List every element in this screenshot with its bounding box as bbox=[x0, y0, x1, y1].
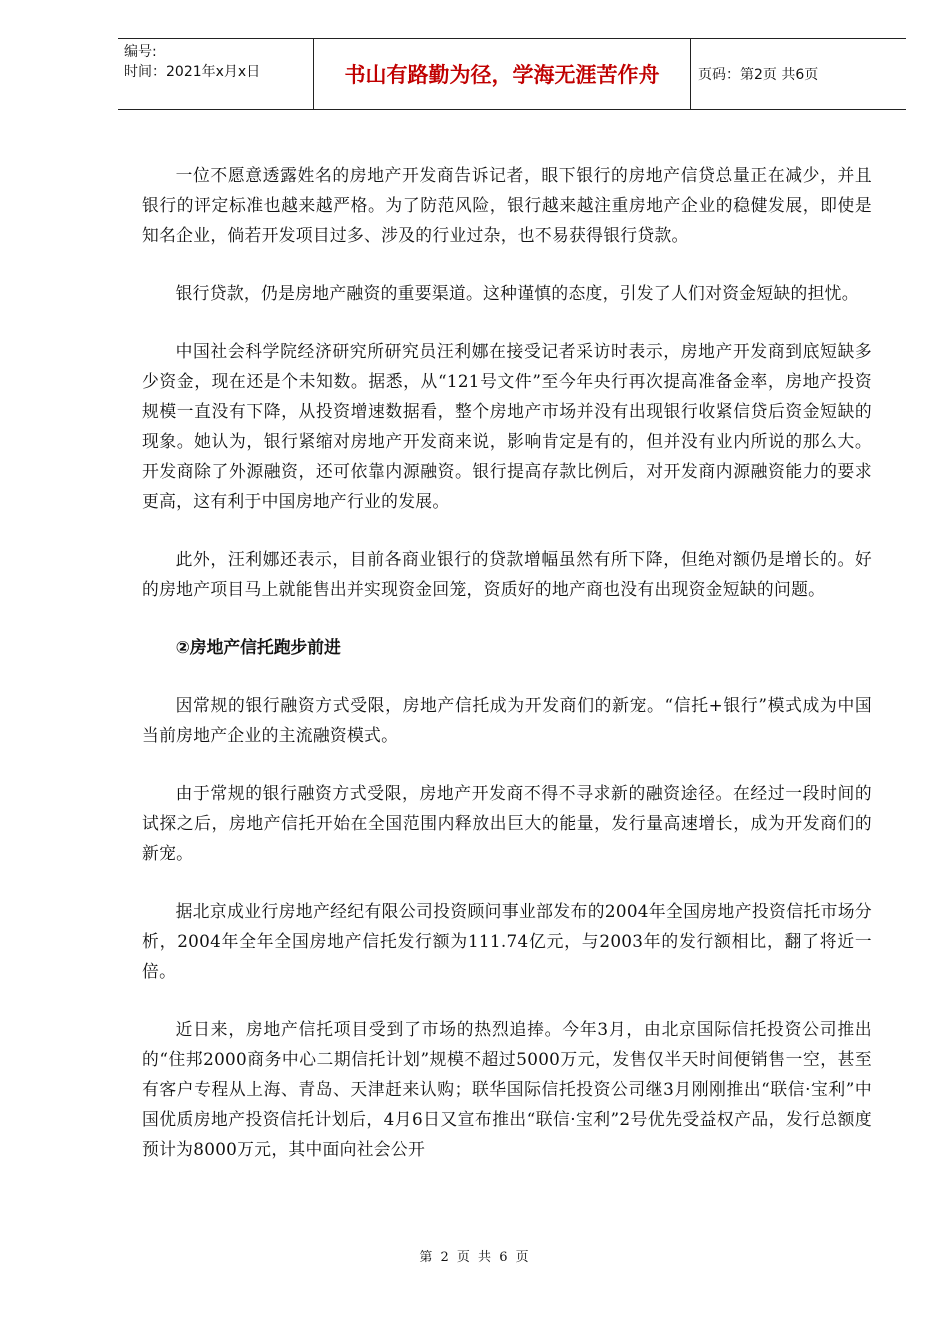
document-body bbox=[142, 160, 872, 1192]
number-label: 编号: bbox=[124, 44, 157, 60]
header-motto: 书山有路勤为径，学海无涯苦作舟 bbox=[314, 39, 691, 109]
paragraph: 据北京成业行房地产经纪有限公司投资顾问事业部发布的2004年全国房地产投资信托市场分析，2004年全年全国房地产信托发行额为111.74亿元，与2003年的发行额相比，翻了将近一倍。 bbox=[142, 901, 872, 981]
time-label: 时间：2021年x月x日 bbox=[124, 64, 261, 80]
paragraph: 银行贷款，仍是房地产融资的重要渠道。这种谨慎的态度，引发了人们对资金短缺的担忧。 bbox=[175, 283, 859, 303]
header-meta bbox=[118, 39, 314, 109]
page-footer: 第 2 页 共 6 页 bbox=[419, 1250, 531, 1265]
paragraph: 由于常规的银行融资方式受限，房地产开发商不得不寻求新的融资途径。在经过一段时间的试探之后，房地产信托开始在全国范围内释放出巨大的能量，发行量高速增长，成为开发商们的新宠。 bbox=[142, 783, 872, 863]
header-page-info: 页码：第2页 共6页 bbox=[698, 67, 819, 83]
section-heading: ②房地产信托跑步前进 bbox=[175, 637, 341, 657]
paragraph: 此外，汪利娜还表示，目前各商业银行的贷款增幅虽然有所下降，但绝对额仍是增长的。好的房地产项目马上就能售出并实现资金回笼，资质好的地产商也没有出现资金短缺的问题。 bbox=[142, 549, 872, 599]
paragraph: 因常规的银行融资方式受限，房地产信托成为开发商们的新宠。“信托+银行”模式成为中国当前房地产企业的主流融资模式。 bbox=[142, 695, 872, 745]
paragraph: 中国社会科学院经济研究所研究员汪利娜在接受记者采访时表示，房地产开发商到底短缺多少资金，现在还是个未知数。据悉，从“121号文件”至今年央行再次提高准备金率，房地产投资规模一直没有下降，从投资增速数据看，整个房地产市场并没有出现银行收紧信贷后资金短缺的现象。她认为，银行紧缩对房地产开发商来说，影响肯定是有的，但并没有业内所说的那么大。开发商除了外源融资，还可依靠内源融资。银行提高存款比例后，对开发商内源融资能力的要求更高，这有利于中国房地产行业的发展。 bbox=[142, 341, 872, 511]
paragraph: 近日来，房地产信托项目受到了市场的热烈追捧。今年3月，由北京国际信托投资公司推出的“住邦2000商务中心二期信托计划”规模不超过5000万元，发售仅半天时间便销售一空，甚至有客户专程从上海、青岛、天津赶来认购；联华国际信托投资公司继3月刚刚推出“联信·宝利”中国优质房地产投资信托计划后，4月6日又宣布推出“联信·宝利”2号优先受益权产品，发行总额度预计为8000万元，其中面向社会公开 bbox=[142, 1019, 872, 1159]
page-header bbox=[118, 38, 906, 110]
paragraph: 一位不愿意透露姓名的房地产开发商告诉记者，眼下银行的房地产信贷总量正在减少，并且银行的评定标准也越来越严格。为了防范风险，银行越来越注重房地产企业的稳健发展，即使是知名企业，倘若开发项目过多、涉及的行业过杂，也不易获得银行贷款。 bbox=[142, 165, 872, 245]
